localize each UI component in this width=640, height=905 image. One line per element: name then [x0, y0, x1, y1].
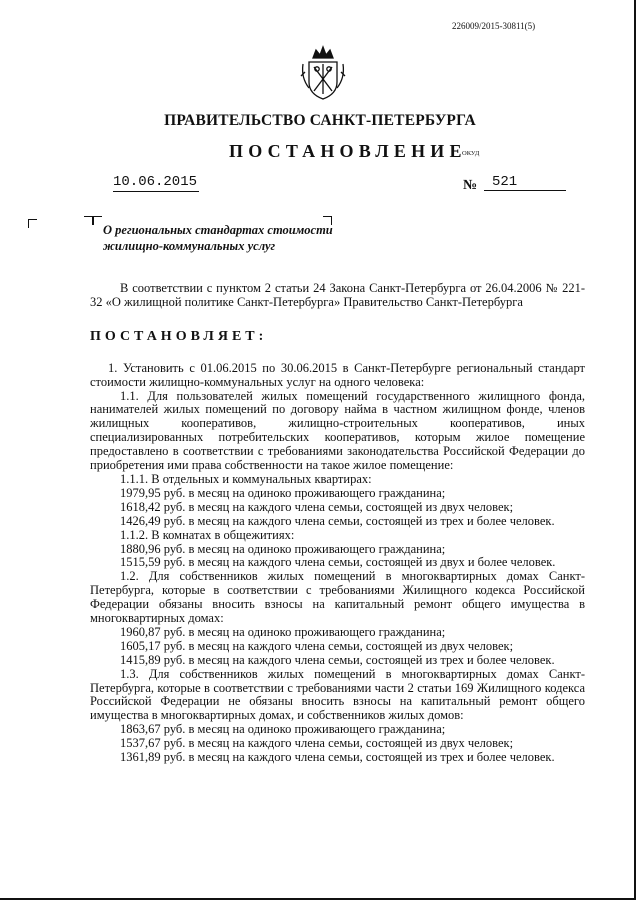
document-date: 10.06.2015 [113, 174, 198, 190]
paragraph: 1361,89 руб. в месяц на каждого члена семьи, состоящей из трех и более человек. [120, 750, 555, 765]
document-id: 226009/2015-30811(5) [452, 21, 536, 31]
okud-label: ОКУД [462, 150, 480, 157]
paragraph: 1618,42 руб. в месяц на каждого члена семьи, состоящей из двух человек; [120, 499, 514, 514]
paragraph: 1415,89 руб. в месяц на каждого члена семьи, состоящей из трех и более человек. [120, 652, 555, 667]
paragraph: 1.2. Для собственников жилых помещений в многоквартирных домах Санкт-Петербурга, которые в соответствии с требованиями Жилищного кодекса Российской Федерации обязаны вносить взносы на капитальный ремонт общего имущества в многоквартирных домах: [90, 569, 585, 626]
paragraph: 1.1.2. В комнатах в общежитиях: [120, 527, 295, 542]
paragraph: 1.1. Для пользователей жилых помещений государственного жилищного фонда, нанимателей жилых помещений по договору найма в частном жилищном фонде, членов жилищных кооперативов, жилищно-строительных кооперативов, иных специализированных потребительских кооперативов, которым жилое помещение предоставлено в соответствии с требованиями законодательства Российской Федерации до приобретения ими права собственности на такое жилое помещение: [90, 388, 585, 473]
document-body [90, 282, 585, 765]
paragraph: 1. Установить с 01.06.2015 по 30.06.2015 в Санкт-Петербурге региональный стандарт стоимости жилищно-коммунальных услуг на одного человека: [90, 360, 585, 389]
corner-mark [28, 219, 37, 228]
paragraph: 1960,87 руб. в месяц на одиноко проживающего гражданина; [120, 624, 446, 639]
paragraph: 1880,96 руб. в месяц на одиноко проживающего гражданина; [120, 541, 446, 556]
paragraph: 1426,49 руб. в месяц на каждого члена семьи, состоящей из трех и более человек. [120, 513, 555, 528]
paragraph: 1979,95 руб. в месяц на одиноко проживающего гражданина; [120, 485, 446, 500]
document-subject: О региональных стандартах стоимости жилищно-коммунальных услуг [103, 223, 333, 253]
paragraph: 1.3. Для собственников жилых помещений в многоквартирных домах Санкт-Петербурга, которые в соответствии с требованиями части 2 статьи 169 Жилищного кодекса Российской Федерации не обязаны вносить взносы на капитальный ремонт общего имущества в многоквартирных домах, и собственников жилых домов: [90, 666, 585, 723]
number-label: № [463, 178, 478, 193]
corner-mark [84, 216, 93, 225]
paragraph: 1515,59 руб. в месяц на каждого члена семьи, состоящей из двух и более человек. [120, 555, 556, 570]
document-kind: ПОСТАНОВЛЕНИЕ [229, 141, 467, 161]
resolve-heading: ПОСТАНОВЛЯЕТ: [90, 328, 268, 344]
preamble: В соответствии с пунктом 2 статьи 24 Закона Санкт-Петербурга от 26.04.2006 № 221-32 «О жилищной политике Санкт-Петербурга» Правительство Санкт-Петербурга [90, 281, 585, 309]
paragraph: 1863,67 руб. в месяц на одиноко проживающего гражданина; [120, 722, 446, 737]
corner-mark [93, 216, 102, 225]
government-title: ПРАВИТЕЛЬСТВО САНКТ-ПЕТЕРБУРГА [164, 112, 476, 129]
paragraph: 1.1.1. В отдельных и коммунальных квартирах: [120, 471, 372, 486]
document-number: 521 [484, 174, 566, 191]
paragraph: 1537,67 руб. в месяц на каждого члена семьи, состоящей из двух человек; [120, 736, 514, 751]
st-petersburg-coat-of-arms-icon [299, 42, 347, 102]
paragraph: 1605,17 руб. в месяц на каждого члена семьи, состоящей из двух человек; [120, 638, 514, 653]
